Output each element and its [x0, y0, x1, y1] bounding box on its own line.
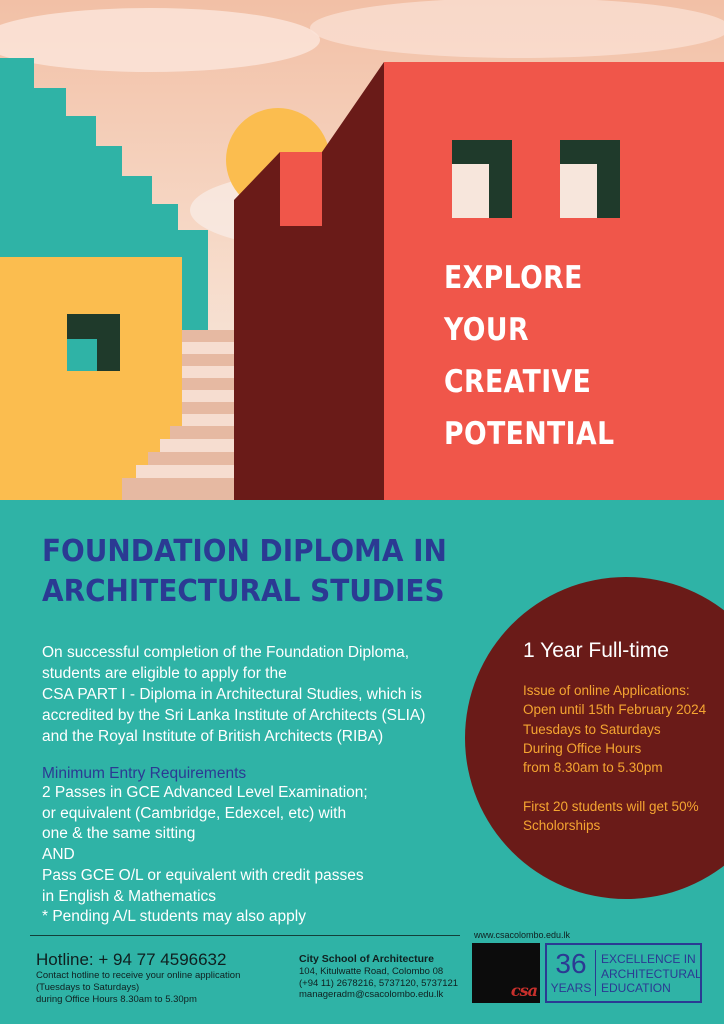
- requirements-list: [42, 783, 368, 928]
- detail-line: from 8.30am to 5.30pm: [523, 760, 663, 776]
- window-pane: [560, 164, 597, 218]
- detail-line: Issue of online Applications:: [523, 683, 690, 698]
- window-pane: [67, 339, 97, 371]
- intro-line: On successful completion of the Foundation Diploma,: [42, 644, 410, 661]
- maroon-wall-left: [234, 152, 280, 500]
- requirements-heading: Minimum Entry Requirements: [42, 765, 247, 782]
- footer-divider: [30, 935, 460, 936]
- badge-number: 36: [555, 948, 587, 979]
- title-line: ARCHITECTURAL STUDIES: [42, 574, 445, 609]
- detail-line: Open until 15th February 2024: [523, 702, 707, 718]
- page-title: [42, 532, 447, 612]
- requirement-line: in English & Mathematics: [42, 887, 217, 905]
- badge-years: YEARS: [550, 981, 592, 995]
- email-link[interactable]: manageradm@csacolombo.edu.lk: [299, 989, 444, 1000]
- hero-line: EXPLORE: [444, 260, 583, 296]
- requirement-line: AND: [42, 846, 75, 864]
- note-line: Contact hotline to receive your online application: [36, 970, 241, 981]
- requirement-line: or equivalent (Cambridge, Edexcel, etc) with: [42, 804, 347, 822]
- hero-illustration: [0, 0, 724, 500]
- anniversary-badge: [545, 943, 702, 1003]
- requirement-line: one & the same sitting: [42, 825, 196, 843]
- badge-text: [601, 952, 702, 996]
- intro-line: and the Royal Institute of British Architects (RIBA): [42, 728, 384, 745]
- detail-line: First 20 students will get 50%: [523, 798, 699, 814]
- intro-line: CSA PART I - Diploma in Architectural Studies, which is: [42, 686, 422, 703]
- badge-line: EXCELLENCE IN: [601, 952, 696, 966]
- detail-line: During Office Hours: [523, 740, 642, 756]
- hero-line: YOUR: [444, 312, 529, 348]
- note-line: during Office Hours 8.30am to 5.30pm: [36, 994, 197, 1005]
- detail-line: Tuesdays to Saturdays: [523, 721, 661, 737]
- requirement-line: * Pending A/L students may also apply: [42, 908, 306, 926]
- phone-line[interactable]: (+94 11) 2678216, 5737120, 5737121: [299, 977, 459, 989]
- badge-line: EDUCATION: [601, 981, 671, 995]
- hero-tagline: [444, 252, 615, 460]
- window-pane: [452, 164, 489, 218]
- detail-line: Scholorships: [523, 818, 601, 834]
- hero-line: CREATIVE: [444, 364, 592, 400]
- detail-spacer: [523, 777, 706, 796]
- intro-paragraph: [42, 642, 462, 747]
- website-link[interactable]: www.csacolombo.edu.lk: [474, 930, 571, 940]
- requirement-line: Pass GCE O/L or equivalent with credit passes: [42, 866, 364, 884]
- requirement-line: 2 Passes in GCE Advanced Level Examination;: [42, 784, 368, 801]
- intro-line: accredited by the Sri Lanka Institute of Architects (SLIA): [42, 707, 426, 724]
- hotline-note: [36, 970, 240, 1006]
- coral-wall-small: [280, 152, 322, 226]
- address-line: 104, Kitulwatte Road, Colombo 08: [299, 966, 444, 977]
- architecture-illustration: [0, 0, 724, 500]
- school-name: City School of Architecture: [299, 953, 434, 965]
- hero-line: POTENTIAL: [444, 416, 615, 452]
- school-address: [299, 953, 458, 1001]
- note-line: (Tuesdays to Saturdays): [36, 982, 140, 993]
- application-details: [523, 681, 706, 835]
- hotline-number[interactable]: Hotline: + 94 77 4596632: [36, 950, 227, 969]
- badge-line: ARCHITECTURAL: [601, 966, 702, 981]
- intro-line: students are eligible to apply for the: [42, 665, 287, 682]
- duration-label: 1 Year Full-time: [523, 639, 669, 662]
- title-line: FOUNDATION DIPLOMA IN: [42, 534, 447, 569]
- badge-divider: [595, 950, 596, 996]
- logo-text: csa: [510, 981, 537, 1000]
- csa-logo: [472, 943, 540, 1003]
